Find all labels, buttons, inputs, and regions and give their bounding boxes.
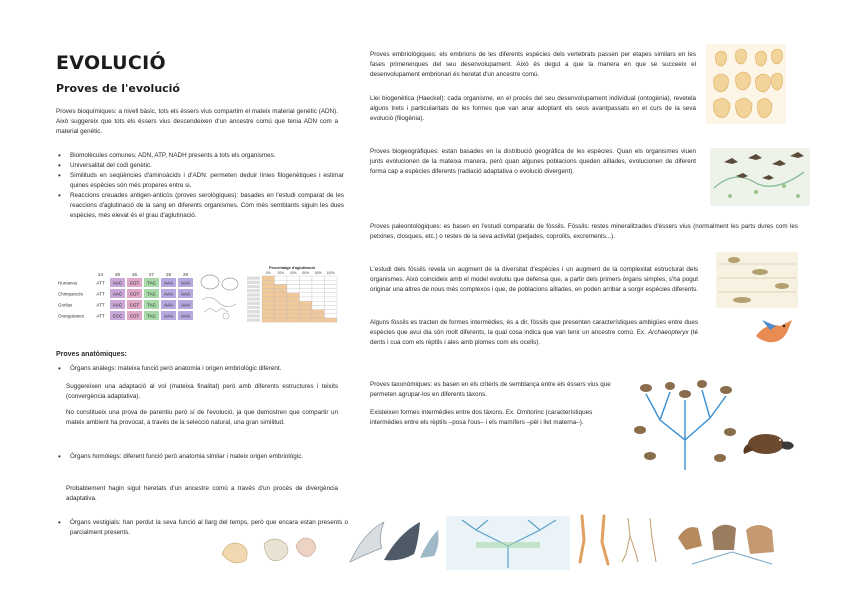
list-item: • Similituds en seqüències d'aminoàcids i d'ADN: permeten deduir línies filogenètiques i estimar quines espècies són més properes entre si. [66, 171, 344, 191]
agg-row-label [247, 306, 260, 309]
agg-cell [262, 280, 275, 284]
fossil-strata-illustration [716, 252, 798, 308]
seq-codon: AAA [163, 302, 174, 308]
agg-cell [312, 276, 325, 280]
agg-cell [275, 318, 288, 322]
agg-cell [300, 293, 313, 297]
anatomiques-list-1 [56, 364, 348, 374]
agg-cell [262, 293, 275, 297]
agg-cell [325, 289, 338, 293]
phylogenetic-tree-illustration [630, 370, 740, 474]
agg-cell [262, 314, 275, 318]
agg-cell [275, 310, 288, 314]
seq-codon: CGT [129, 291, 140, 297]
seq-position-label: 27 [148, 272, 155, 277]
anatomiques-list-2 [56, 452, 348, 462]
agg-cell [300, 301, 313, 305]
p3-text-end: (té dents i cua com els rèptils i ales amb plomes com els ocells). [370, 329, 698, 346]
archaeopteryx-name: Archaeopteryx [647, 329, 689, 336]
seq-codon: ATT [96, 280, 105, 286]
bird-illustration [752, 312, 798, 352]
vestigial-organs-illustration [214, 524, 324, 566]
seq-codon: ATT [96, 302, 105, 308]
agg-cell [287, 276, 300, 280]
agg-cell [312, 289, 325, 293]
list-item: • Biomolècules comunes: ADN, ATP, NADH presents a tots els organismes. [66, 151, 344, 161]
agglutination-title: Percentatge d'aglutinació [268, 266, 316, 270]
agg-cell [287, 310, 300, 314]
agg-cell [325, 297, 338, 301]
agg-cell [287, 314, 300, 318]
seq-position-label: 24 [97, 272, 104, 277]
seq-codon: AAA [180, 313, 191, 319]
agg-cell [300, 289, 313, 293]
sequence-table [58, 270, 196, 322]
agg-cell [275, 280, 288, 284]
agg-cell [312, 297, 325, 301]
bioquimiques-intro: Proves bioquímiques: a nivell bàsic, tots els éssers vius compartim el mateix material genètic (ADN). Això suggereix que tots els éssers vius descendeixen d'un ancestre comú que tenia ADN com a material genètic. [56, 108, 338, 135]
paleontologiques-p3 [370, 318, 698, 348]
agg-cell [300, 310, 313, 314]
agg-row-label [247, 302, 260, 305]
agg-row-label [247, 281, 260, 284]
agg-row-label [247, 319, 260, 322]
bat-wing-illustration [340, 514, 444, 568]
list-item: • Universalitat del codi genètic. [66, 161, 344, 171]
p3-text: Alguns fòssils es tracten de formes intermèdies, és a dir, fòssils que presenten característiques ambigües entre dues espècies que avui dia són molt diferents, la qual cosa indica que van tenir un ancestre comú. Ex. [370, 319, 698, 336]
agg-cell [275, 301, 288, 305]
seq-codon: AAA [180, 291, 191, 297]
agglutination-chart [246, 266, 338, 326]
anatomiques-header: Proves anatòmiques: [56, 351, 127, 358]
seq-codon: CGT [129, 280, 140, 286]
agg-cell [325, 314, 338, 318]
agg-cell [262, 310, 275, 314]
agg-cell [287, 318, 300, 322]
agg-row-label [247, 298, 260, 301]
agg-cell [312, 284, 325, 288]
agg-cell [325, 301, 338, 305]
skeleton-sketch-illustration [196, 270, 244, 324]
agg-cell [325, 310, 338, 314]
seq-position-label: 25 [114, 272, 121, 277]
limb-bones-illustration [572, 512, 672, 568]
homologous-animals-illustration [672, 508, 790, 570]
agg-cell [325, 284, 338, 288]
agg-cell [300, 280, 313, 284]
agg-row-label [247, 310, 260, 313]
agg-cell [287, 301, 300, 305]
seq-position-label: 26 [131, 272, 138, 277]
seq-position-label: 28 [165, 272, 172, 277]
agg-cell [325, 293, 338, 297]
agg-cell [287, 293, 300, 297]
agg-cell [325, 305, 338, 309]
seq-codon: AAA [163, 280, 174, 286]
agg-cell [287, 280, 300, 284]
agg-col-label: 40% [290, 271, 297, 275]
agg-cell [275, 305, 288, 309]
agg-cell [300, 314, 313, 318]
paleontologiques-p2: L'estudi dels fòssils revela un augment de la diversitat d'espècies i un augment de la complexitat estructural dels organismes. Això coincideix amb el model evolutiu que defensa que, a partir dels primers òrgans simples, s'ha pogut originar una altres de nous més complexos i que, de poblacions aïllades, en poden arribar a sorgir espècies diferents. [370, 266, 698, 293]
seq-codon: TAC [147, 302, 156, 308]
list-item: • Òrgans anàlegs: mateixa funció però anatomia i origen embriològic diferent. [66, 364, 348, 374]
list-item: • Òrgans homòlegs: diferent funció però anatomia similar i mateix origen embriològic. [66, 452, 348, 462]
agg-col-label: 20% [277, 271, 284, 275]
agg-cell [287, 297, 300, 301]
agg-col-label: 100% [326, 271, 335, 275]
analegs-p1: Suggereixen una adaptació al vol (mateixa finalitat) però amb diferents estructures i teixits (convergència adaptativa). [66, 383, 338, 400]
agg-cell [287, 289, 300, 293]
agg-cell [312, 305, 325, 309]
seq-codon: CGT [129, 302, 140, 308]
bioquimiques-list [56, 151, 344, 221]
seq-species-label: Chimpancés [58, 291, 84, 297]
seq-codon: TAC [147, 291, 156, 297]
taxonomiques-p2: Existeixen formes intermèdies entre dos tàxons. Ex. Ornitorinc (característiques intermèdies entre els rèptils –posa l'ous– i els mamífers –pèl i llet materna–). [370, 409, 593, 426]
agg-cell [325, 276, 338, 280]
agg-cell [325, 280, 338, 284]
agg-cell [262, 305, 275, 309]
seq-codon: TAC [147, 280, 156, 286]
agg-cell [275, 314, 288, 318]
agg-col-label: 60% [302, 271, 309, 275]
agg-row-label [247, 314, 260, 317]
agg-cell [312, 310, 325, 314]
agg-row-label [247, 293, 260, 296]
agg-cell [325, 318, 338, 322]
seq-codon: AAC [112, 291, 123, 297]
embriologiques-p1: Proves embriològiques: els embrions de les diferents espècies dels vertebrats passen per etapes similars en les fases primerenques del seu desenvolupament. Això és degut a que la manera en que se succeeix el desenvolupament embrionari és heretat d'un ancestre comú. [370, 51, 696, 78]
agg-cell [287, 305, 300, 309]
agg-cell [312, 293, 325, 297]
agg-cell [275, 289, 288, 293]
agg-cell [275, 284, 288, 288]
agg-cell [275, 293, 288, 297]
agg-cell [300, 318, 313, 322]
agg-cell [300, 284, 313, 288]
seq-codon: AAA [180, 280, 191, 286]
agg-cell [312, 314, 325, 318]
seq-position-label: 29 [182, 272, 189, 277]
agg-col-label: 80% [315, 271, 322, 275]
agg-cell [262, 289, 275, 293]
agg-row-label [247, 289, 260, 292]
embryo-illustration [706, 44, 786, 124]
seq-species-label: Orangutanes [58, 313, 85, 319]
seq-codon: AAC [112, 302, 123, 308]
agg-cell [312, 301, 325, 305]
homolegs-p: Probablement hagin sigut heretats d'un ancestre comú a través d'un procés de divergència adaptativa. [66, 485, 338, 502]
paleontologiques-p1: Proves paleontològiques: es basen en l'estudi comparatiu de fòssils. Fòssils: restes mineralitzades d'éssers vius (normalment les parts dures com les petxines, closques, etc.) o restes de la seva activitat (petjades, coprolits, excrements...). [370, 223, 798, 240]
agg-cell [312, 318, 325, 322]
seq-codon: AAA [163, 291, 174, 297]
seq-codon: ATT [96, 313, 105, 319]
agg-cell [262, 276, 275, 280]
biogeografiques-p: Proves biogeogràfiques: estan basades en la distribució geogràfica de les espècies. Quan els organismes viuen junts evolucionen de la mateixa manera, però quan algunes poblacions queden aïllades, evolucionen de diferent forma cap a espècies diferents (radiació adaptativa o evolució divergent). [370, 148, 696, 175]
page-title: EVOLUCIÓ [56, 52, 166, 74]
agg-cell [275, 276, 288, 280]
sequence-table-svg [58, 270, 196, 322]
agg-cell [300, 305, 313, 309]
agg-cell [262, 284, 275, 288]
agg-row-label [247, 285, 260, 288]
agg-cell [262, 301, 275, 305]
seq-codon: AAC [112, 280, 123, 286]
seq-codon: AAA [180, 302, 191, 308]
analegs-p2: No constitueix una prova de parentiu però sí de l'evolució, ja que demostren que compartir un mateix ambient ha provocat, a través de la selecció natural, una gran similitud. [66, 409, 338, 426]
agg-cell [262, 318, 275, 322]
seq-codon: ATT [96, 291, 105, 297]
evolution-tree-illustration [446, 516, 570, 570]
seq-codon: AAA [163, 313, 174, 319]
agglutination-grid [246, 270, 338, 324]
agg-cell [262, 297, 275, 301]
agg-cell [312, 280, 325, 284]
birds-map-illustration [710, 148, 810, 206]
agg-row-label [247, 277, 260, 280]
seq-codon: TAC [147, 313, 156, 319]
platypus-illustration [742, 424, 796, 464]
list-item: • Òrgans vestigials: han perdut la seva funció al llarg del temps, però que encara estan presents o parcialment presents. [66, 518, 348, 538]
agg-cell [300, 276, 313, 280]
agg-col-label: 0% [265, 271, 271, 275]
section-subtitle: Proves de l'evolució [56, 82, 180, 95]
agg-cell [287, 284, 300, 288]
seq-species-label: Gorilas [58, 302, 73, 308]
seq-codon: CGT [129, 313, 140, 319]
agg-cell [275, 297, 288, 301]
agg-cell [300, 297, 313, 301]
taxonomiques-p1: Proves taxonòmiques: es basen en els criteris de semblança entre els éssers vius que permeten agrupar-los en diferents tàxons. [370, 381, 611, 398]
list-item: • Reaccions creuades antigen-anticòs (proves serològiques): basades en l'estudi comparat de les reaccions d'aglutinació de la sang en diferents organismes. Com més semblants siguin les dues espècies, més elevat és el grau d'aglutinació. [66, 191, 344, 221]
seq-species-label: Humanos [58, 280, 78, 286]
embriologiques-p2: Llei biogenètica (Haeckel): cada organisme, en el procés del seu desenvolupament individual (ontogènia), revetela alguns trets i particularitats de les formes que van anar adoptant els seus avantpassats en el curs de la seva evolució (filogènia). [370, 95, 696, 122]
seq-codon: CCC [112, 313, 123, 319]
